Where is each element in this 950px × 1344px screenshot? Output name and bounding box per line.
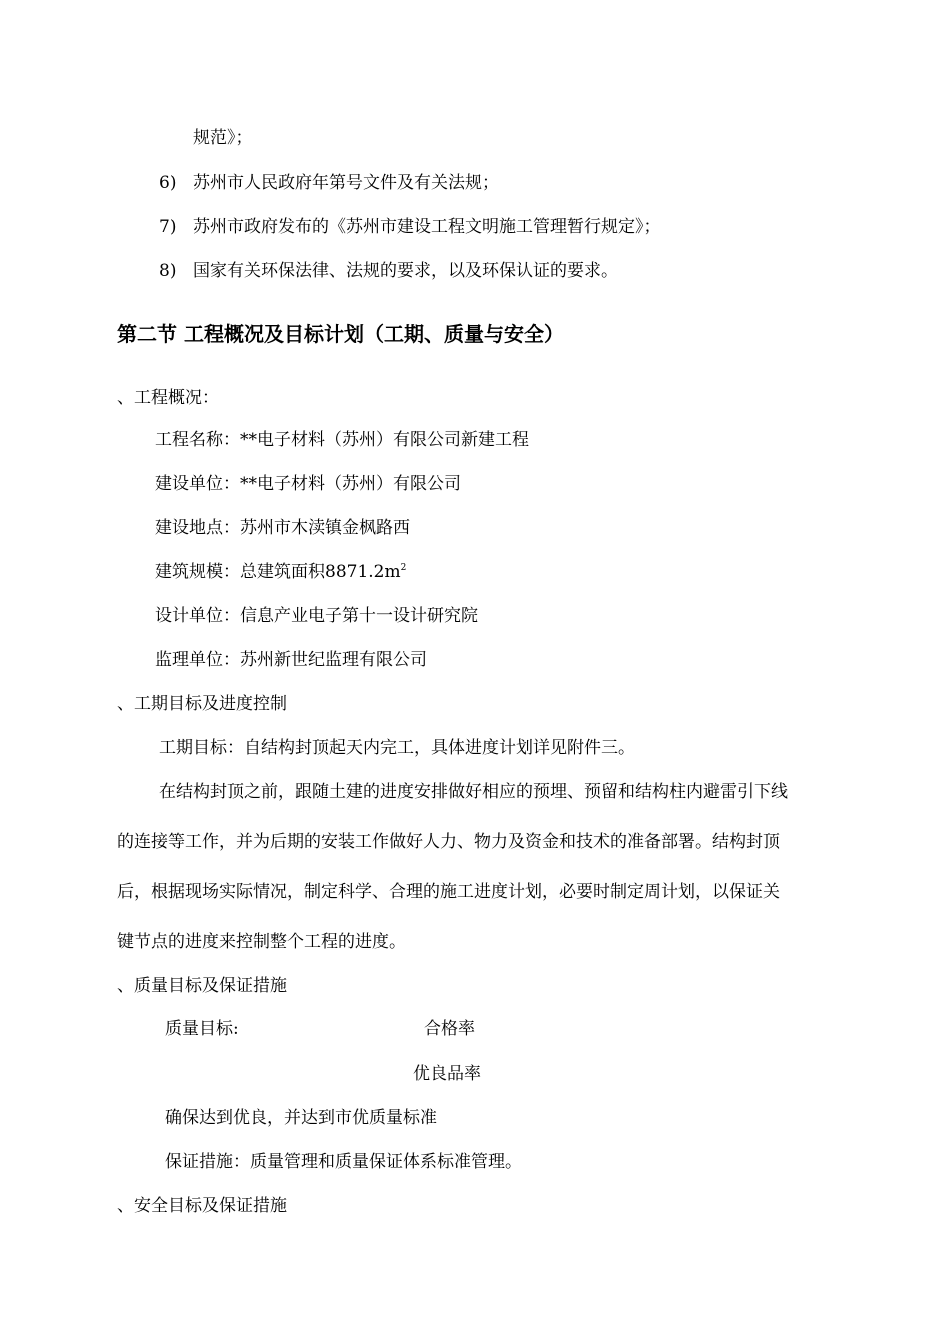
project-name: 工程名称：**电子材料（苏州）有限公司新建工程 [155,430,529,450]
subheading-schedule: 、工期目标及进度控制 [117,694,287,714]
quality-pass-rate: 合格率 [424,1019,475,1039]
subheading-overview: 、工程概况： [117,388,219,408]
list-text: 苏州市人民政府年第号文件及有关法规； [193,173,499,193]
quality-excellent-rate: 优良品率 [413,1064,481,1084]
paragraph-line: 后，根据现场实际情况，制定科学、合理的施工进度计划，必要时制定周计划，以保证关 [117,882,780,902]
list-item [159,259,618,283]
quality-label: 质量目标: [165,1019,239,1039]
section-title: 第二节 工程概况及目标计划（工期、质量与安全） [117,322,564,346]
text-line: 规范》； [193,128,253,148]
list-number: 8) [159,261,177,281]
project-scale [155,560,406,584]
list-number: 7) [159,217,177,237]
project-supervisor: 监理单位：苏州新世纪监理有限公司 [155,650,427,670]
project-owner: 建设单位：**电子材料（苏州）有限公司 [155,474,461,494]
scale-superscript: 2 [400,563,407,573]
list-item [159,215,661,239]
schedule-target: 工期目标：自结构封顶起天内完工，具体进度计划详见附件三。 [159,738,635,758]
quality-ensure: 确保达到优良，并达到市优质量标准 [165,1108,437,1128]
list-text: 苏州市政府发布的《苏州市建设工程文明施工管理暂行规定》； [193,217,661,237]
list-text: 国家有关环保法律、法规的要求，以及环保认证的要求。 [193,261,618,281]
list-number: 6) [159,173,177,193]
subheading-safety: 、安全目标及保证措施 [117,1196,287,1216]
quality-measures: 保证措施：质量管理和质量保证体系标准管理。 [165,1152,522,1172]
scale-text: 建筑规模：总建筑面积8871.2m [155,562,401,582]
project-location: 建设地点：苏州市木渎镇金枫路西 [155,518,410,538]
paragraph-line: 在结构封顶之前，跟随土建的进度安排做好相应的预埋、预留和结构柱内避雷引下线 [159,782,788,802]
paragraph-line: 的连接等工作，并为后期的安装工作做好人力、物力及资金和技术的准备部署。结构封顶 [117,832,780,852]
subheading-quality: 、质量目标及保证措施 [117,976,287,996]
paragraph-line: 键节点的进度来控制整个工程的进度。 [117,932,406,952]
list-item [159,171,499,195]
project-designer: 设计单位：信息产业电子第十一设计研究院 [155,606,478,626]
